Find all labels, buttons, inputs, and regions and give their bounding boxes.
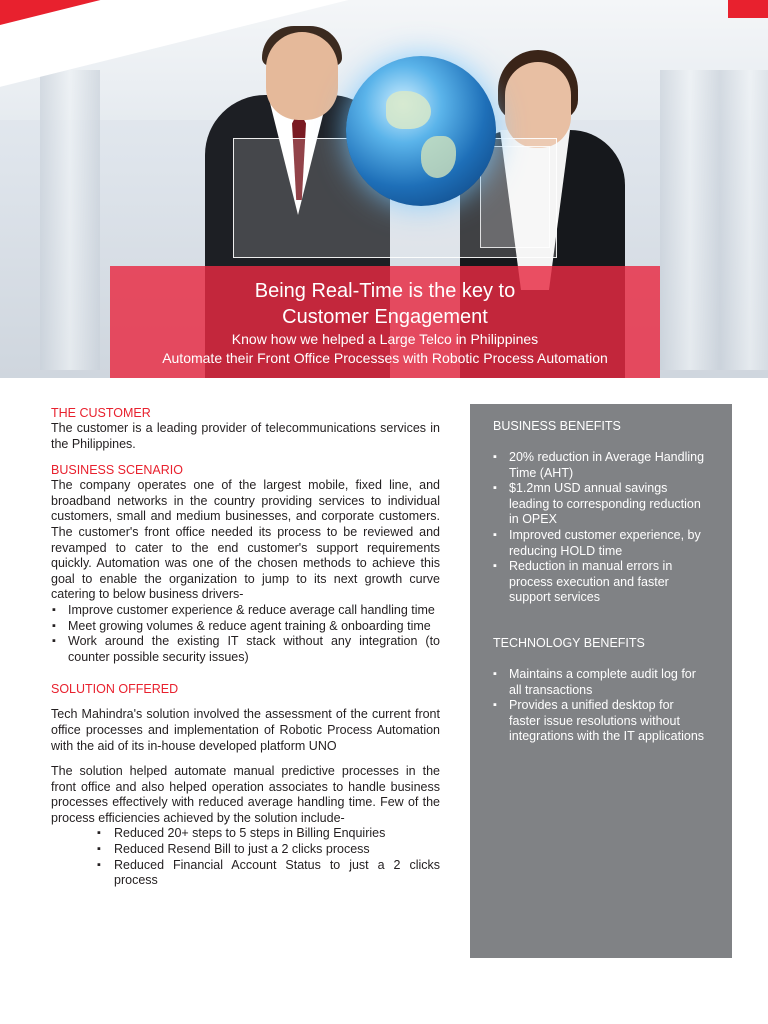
list-item: ▪ $1.2mn USD annual savings leading to corresponding reduction in OPEX <box>492 481 707 528</box>
spacer <box>51 665 440 675</box>
list-item: ▪ Reduction in manual errors in process execution and faster support services <box>492 559 707 606</box>
list-item: ▪ Reduced Financial Account Status to just a 2 clicks process <box>97 858 440 889</box>
scenario-bullets <box>51 603 440 665</box>
business-benefits-list <box>492 450 707 606</box>
solution-paragraph-2: The solution helped automate manual predictive processes in the front office and also helped operation associates to handle business processes effectively with reduced average handling time. Few of the process efficiencies achieved by the solution include- <box>51 764 440 825</box>
banner-title-line2: Customer Engagement <box>282 306 488 328</box>
office-window <box>660 70 720 370</box>
hero-image <box>0 0 768 378</box>
list-item: ▪ Provides a unified desktop for faster issue resolutions without integrations with the IT applications <box>492 698 707 745</box>
customer-heading: THE CUSTOMER <box>51 406 151 420</box>
office-window <box>40 70 100 370</box>
spacer <box>51 452 440 462</box>
businessman-face <box>266 32 338 120</box>
businesswoman-face <box>505 62 571 148</box>
holographic-screen <box>480 146 550 248</box>
business-benefits-heading: BUSINESS BENEFITS <box>493 419 621 433</box>
globe-icon <box>346 56 496 206</box>
technology-benefits-heading: TECHNOLOGY BENEFITS <box>493 636 645 650</box>
globe-landmass <box>386 91 431 129</box>
solution-paragraph-1: Tech Mahindra's solution involved the assessment of the current front office processes and implementation of Robotic Process Automation with the aid of its in-house developed platform UNO <box>51 707 440 753</box>
globe-landmass <box>421 136 456 178</box>
scenario-text: The company operates one of the largest mobile, fixed line, and broadband networks in the country providing services to individual customers, small and medium businesses, and corporate customers. The customer's front office needed its process to be reviewed and revamped to cater to the end customer's support requirements quickly. Automation was one of the chosen methods to achieve this goal to enable the organization to jump to its next growth curve catering to below business drivers- <box>51 478 440 602</box>
banner-title-line1: Being Real-Time is the key to <box>254 280 516 302</box>
list-item: ▪ Work around the existing IT stack without any integration (to counter possible security issues) <box>51 634 440 665</box>
banner-subtitle-line1: Know how we helped a Large Telco in Philippines <box>231 331 539 347</box>
red-corner-accent <box>728 0 768 18</box>
solution-bullets <box>51 826 440 888</box>
customer-text: The customer is a leading provider of telecommunications services in the Philippines. <box>51 421 440 451</box>
office-window <box>720 70 768 370</box>
main-content <box>51 405 440 889</box>
title-banner <box>110 266 660 378</box>
list-item: ▪ Maintains a complete audit log for all transactions <box>492 667 707 698</box>
spacer <box>51 754 440 764</box>
benefits-panel <box>470 404 732 958</box>
list-item: ▪ Meet growing volumes & reduce agent training & onboarding time <box>51 619 440 635</box>
list-item: ▪ Reduced 20+ steps to 5 steps in Billing Enquiries <box>97 826 440 842</box>
list-item: ▪ Improved customer experience, by reducing HOLD time <box>492 528 707 559</box>
list-item: ▪ 20% reduction in Average Handling Time (AHT) <box>492 450 707 481</box>
technology-benefits-list <box>492 667 707 745</box>
list-item: ▪ Improve customer experience & reduce average call handling time <box>51 603 440 619</box>
solution-heading: SOLUTION OFFERED <box>51 682 179 697</box>
banner-subtitle-line2: Automate their Front Office Processes with Robotic Process Automation <box>162 350 608 366</box>
scenario-heading: BUSINESS SCENARIO <box>51 463 183 478</box>
list-item: ▪ Reduced Resend Bill to just a 2 clicks process <box>97 842 440 858</box>
spacer <box>51 697 440 707</box>
